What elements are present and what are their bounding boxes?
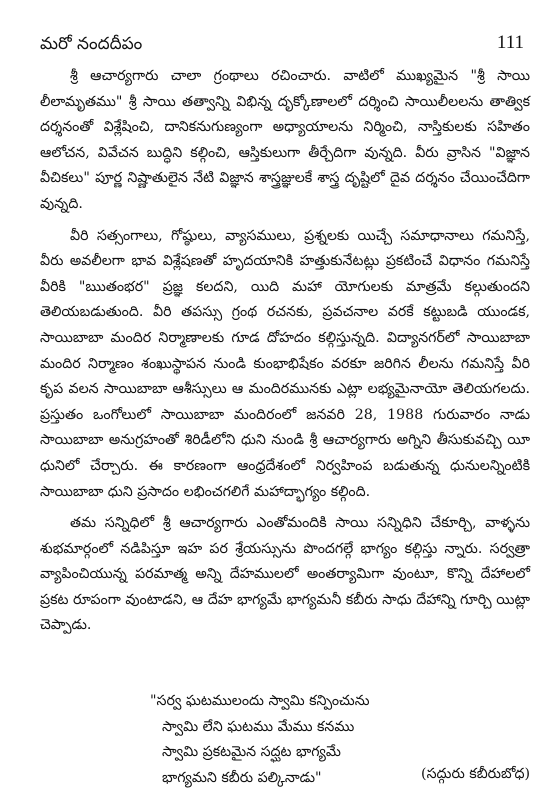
paragraph-3: తమ సన్నిధిలో శ్రీ ఆచార్యగారు ఎంతోమందికి సాయి సన్నిధిని చేకూర్చి, వాళ్ళను శుభమార్గంలో నడిపిస్తూ ఇహ పర శ్రేయస్సును పొందగల్గే భాగ్యం కల్గిస్తు న్నారు. సర్వత్రా వ్యాపించియున్న పరమాత్మ అన్ని దేహములలో అంతర్యామిగా వుంటూ, కొన్ని దేహాలలో ప్రకట రూపంగా వుంటాడని, ఆ దేహ భాగ్యమే భాగ్యమనీ కబీరు సాధు దేహాన్ని గూర్చి యిట్లా చెప్పాడు. <box>40 515 530 634</box>
verse-line: "సర్వ ఘటములందు స్వామి కన్పించును <box>150 693 370 709</box>
page-body <box>40 64 530 645</box>
page-number: 111 <box>496 32 524 53</box>
verse-line: భాగ్యమని కబీరు పల్కినాడు" <box>162 769 322 786</box>
paragraph-2: వీరి సత్సంగాలు, గోష్ఠులు, వ్యాసములు, ప్రశ్నలకు యిచ్చే సమాధానాలు గమనిస్తే, వీరు అవలీలగా భావ విశ్లేషణతో హృదయానికి హత్తుకునేటట్లు ప్రకటించే విధానం గమనిస్తే వీరికి "ఋతంభర" ప్రజ్ఞ కలదని, యిది మహా యోగులకు మాత్రమే కల్గుతుందని తెలియబడుతుంది. వీరి తపస్సు గ్రంథ రచనకు, ప్రవచనాల వరకే కట్టుబడి యుండక, సాయిబాబా మందిర నిర్మాణాలకు గూడ దోహదం కల్గిస్తున్నది. విద్యానగర్‌లో సాయిబాబా మందిర నిర్మాణం శంఖుస్థాపన నుండి కుంభాభిషేకం వరకూ జరిగిన లీలను గమనిస్తే వీరి కృప వలన సాయిబాబా ఆశీస్సులు ఆ మందిరమునకు ఎట్లా లభ్యమైనాయో తెలియగలదు. ప్రస్తుతం ఒంగోలులో సాయిబాబా మందిరంలో జనవరి 28, 1988 గురువారం నాడు సాయిబాబా అనుగ్రహంతో శిరిడీలోని ధుని నుండి శ్రీ ఆచార్యగారు అగ్నిని తీసుకువచ్చి యీ ధునిలో చేర్చారు. ఈ కారణంగా ఆంధ్రదేశంలో నిర్వహింప బడుతున్న ధునులన్నింటికి సాయిబాబా ధుని ప్రసాదం లభించగలిగే మహాద్భాగ్యం కల్గింది. <box>40 227 530 500</box>
verse-attribution: (సద్గురు కబీరుబోధ) <box>421 766 530 782</box>
verse-line: స్వామి ప్రకటమైన సద్ఘట భాగ్యమే <box>162 744 341 761</box>
running-title: మరో నందదీపం <box>40 34 143 54</box>
verse-line: స్వామి లేని ఘటము మేము కనము <box>162 718 355 735</box>
paragraph-1: శ్రీ ఆచార్యగారు చాలా గ్రంథాలు రచించారు. వాటిలో ముఖ్యమైన "శ్రీ సాయి లీలామృతము" శ్రీ సాయి తత్వాన్ని విభిన్న దృక్కోణాలలో దర్శించి సాయిలీలలను తాత్విక దర్శనంతో విశ్లేషించి, దానికనుగుణ్యంగా అధ్యాయాలను నిర్మించి, నాస్తికులకు సహితం ఆలోచన, వివేచన బుద్ధిని కల్గించి, ఆస్తికులుగా తీర్చేదిగా వున్నది. వీరు వ్రాసిన "విజ్ఞాన వీచికలు" పూర్ణ నిష్ణాతులైన నేటి విజ్ఞాన శాస్త్రజ్ఞులకే శాస్త్ర దృష్టిలో దైవ దర్శనం చేయించేదిగా వున్నది. <box>40 68 530 212</box>
